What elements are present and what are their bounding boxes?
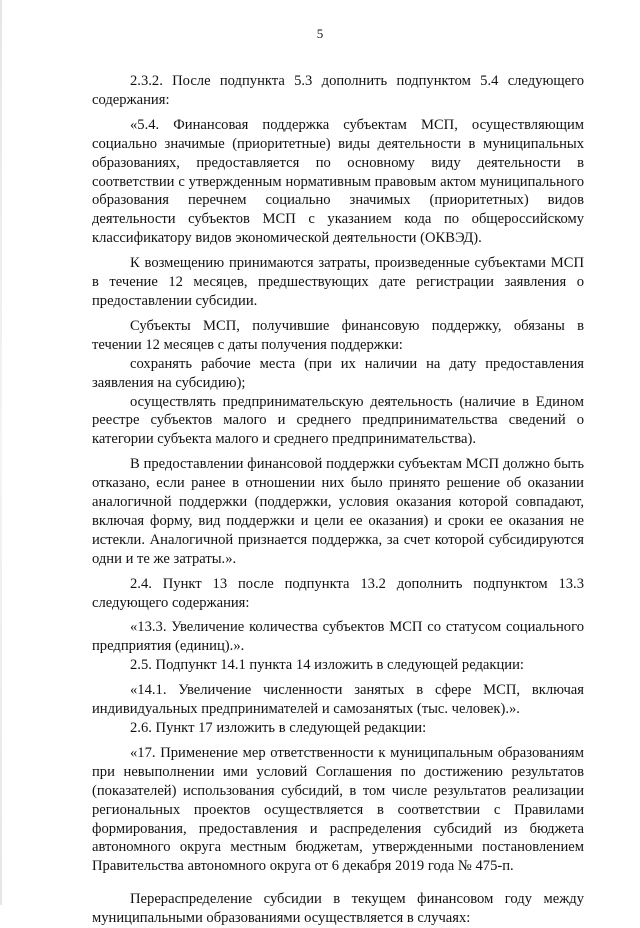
paragraph-2-4: 2.4. Пункт 13 после подпункта 13.2 дополнить подпунктом 13.3 следующего содержания:: [92, 575, 584, 611]
paragraph-redistribution: Перераспределение субсидии в текущем финансовом году между муниципальными образованиями осуществляется в случаях:: [92, 891, 584, 927]
scan-edge-shadow: [0, 0, 2, 905]
page-number: 5: [316, 26, 324, 41]
paragraph-2-3-2: 2.3.2. После подпункта 5.3 дополнить подпунктом 5.4 следующего содержания:: [92, 73, 584, 108]
paragraph-obligations-intro: Субъекты МСП, получившие финансовую поддержку, обязаны в течении 12 месяцев с даты получения поддержки:: [92, 317, 584, 353]
paragraph-14-1: «14.1. Увеличение численности занятых в сфере МСП, включая индивидуальных предпринимателей и самозанятых (тыс. человек).».: [92, 682, 584, 718]
paragraph-expense-reimbursement: К возмещению принимаются затраты, произведенные субъектами МСП в течение 12 месяцев, предшествующих дате регистрации заявления о предоставлении субсидии.: [92, 255, 584, 309]
paragraph-business-activity: осуществлять предпринимательскую деятельность (наличие в Едином реестре субъектов малого и среднего предпринимательства сведений о категории субъекта малого и среднего предпринимательства).: [92, 393, 584, 448]
paragraph-refusal: В предоставлении финансовой поддержки субъектам МСП должно быть отказано, если ранее в отношении них было принято решение об оказании аналогичной поддержки (поддержки, условия оказания которой совпадают, включая форму, вид поддержки и цели ее оказания) и сроки ее оказания не истекли. Аналогичной признается поддержка, за счет которой субсидируются одни и те же затраты.».: [92, 456, 584, 567]
document-body: [92, 72, 584, 928]
paragraph-2-5: 2.5. Подпункт 14.1 пункта 14 изложить в следующей редакции:: [130, 657, 524, 674]
paragraph-keep-jobs: сохранять рабочие места (при их наличии на дату предоставления заявления на субсидию);: [92, 355, 584, 391]
paragraph-5-4: «5.4. Финансовая поддержка субъектам МСП, осуществляющим социально значимые (приоритетные) виды деятельности в муниципальных образованиях, предоставляется по основному виду деятельности в соответствии с утвержденным нормативным правовым актом муниципального образования перечнем социально значимых (приоритетных) видов деятельности субъектов МСП с указанием кода по общероссийскому классификатору видов экономической деятельности (ОКВЭД).: [92, 116, 584, 247]
paragraph-2-6: 2.6. Пункт 17 изложить в следующей редакции:: [130, 720, 427, 736]
paragraph-17: «17. Применение мер ответственности к муниципальным образованиям при невыполнении ими условий Соглашения по достижению результатов (показателей) использования субсидий, в том числе результатов реализации региональных проектов осуществляется в соответствии с Правилами формирования, предоставления и распределения субсидий из бюджета автономного округа местным бюджетам, утвержденными постановлением Правительства автономного округа от 6 декабря 2019 года № 475-п.: [92, 744, 584, 875]
paragraph-13-3: «13.3. Увеличение количества субъектов МСП со статусом социального предприятия (единиц).».: [92, 619, 584, 655]
